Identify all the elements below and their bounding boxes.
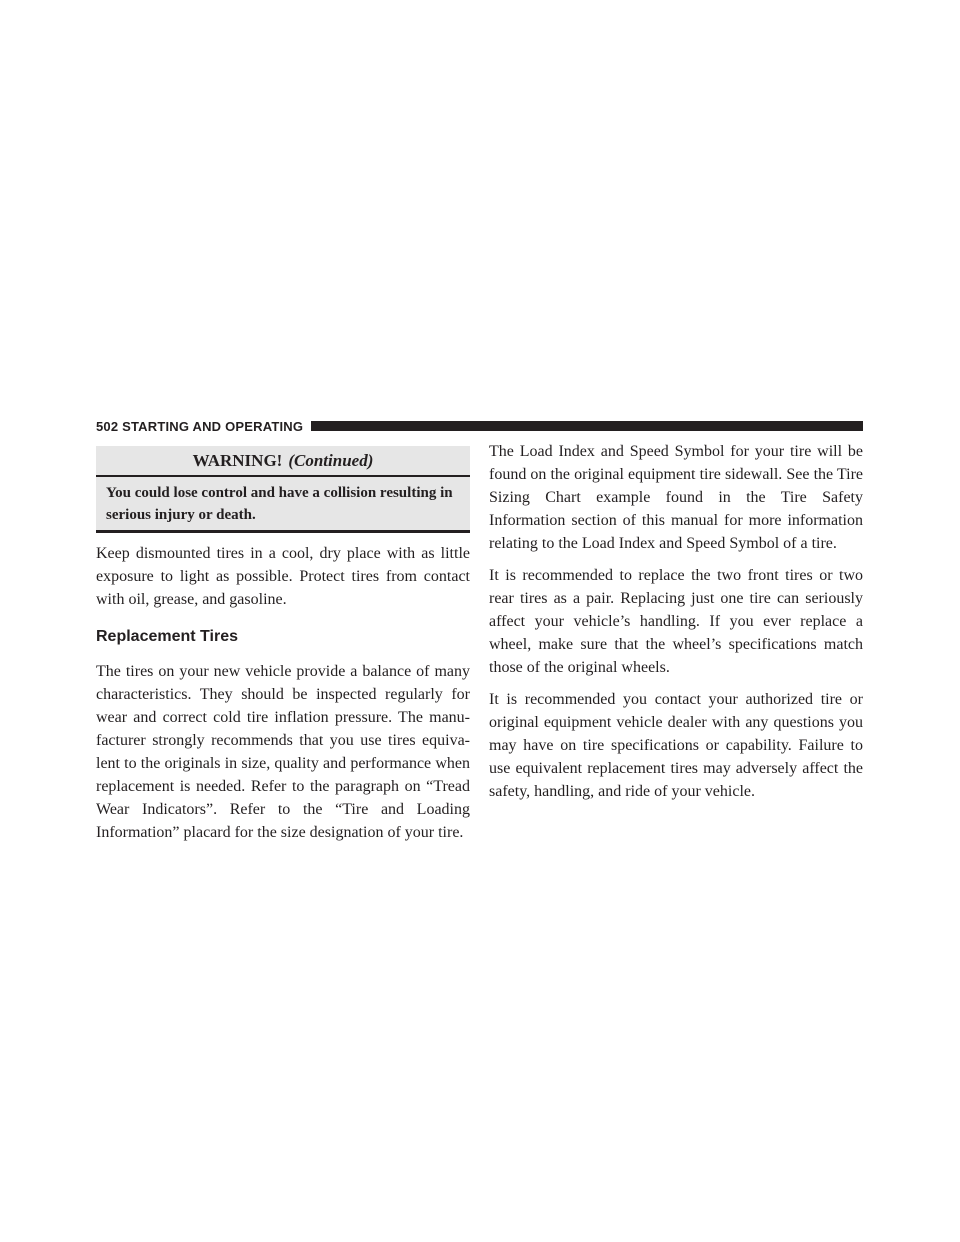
section-heading: Replacement Tires <box>96 628 238 645</box>
storage-paragraph: Keep dismounted tires in a cool, dry place with as little exposure to light as possible. Protect tires from contact with oil, grease, and gasoline. <box>96 545 470 608</box>
replacement-tires-paragraph: The tires on your new vehicle provide a balance of many characteristics. They should be inspected regularly for wear and correct cold tire inflation pressure. The manufacturer strongly recommends that you use tires equivalent to the originals in size, quality and performance when replacement is needed. Refer to the paragraph on “Tread Wear Indicators”. Refer to the “Tire and Loading Information” placard for the size designation of your tire. <box>96 663 470 841</box>
pair-replacement-paragraph: It is recommended to replace the two front tires or two rear tires as a pair. Replacing just one tire can seriously affect your vehicle’s handling. If you ever replace a wheel, make sure that the wheel’s specifications match those of the original wheels. <box>489 567 863 676</box>
warning-box <box>96 446 470 533</box>
load-index-paragraph: The Load Index and Speed Symbol for your tire will be found on the original equipment tire sidewall. See the Tire Sizing Chart example found in the Tire Safety Information section of this manual for more information relating to the Load Index and Speed Symbol of a tire. <box>489 443 863 552</box>
warning-continued-text: (Continued) <box>288 451 374 470</box>
header-rule <box>311 421 863 431</box>
page-number-section-label: 502 STARTING AND OPERATING <box>96 418 304 434</box>
warning-title <box>96 446 470 477</box>
dealer-contact-paragraph: It is recommended you contact your authorized tire or original equipment vehicle dealer with any questions you may have on tire specifications or capability. Failure to use equivalent replacement tires may adversely affect the safety, handling, and ride of your vehicle. <box>489 691 863 800</box>
page-header <box>96 416 863 436</box>
left-column <box>96 446 470 853</box>
right-column <box>489 440 863 812</box>
warning-title-text: WARNING! <box>192 451 283 470</box>
warning-text: You could lose control and have a collision resulting in serious injury or death. <box>106 485 453 523</box>
